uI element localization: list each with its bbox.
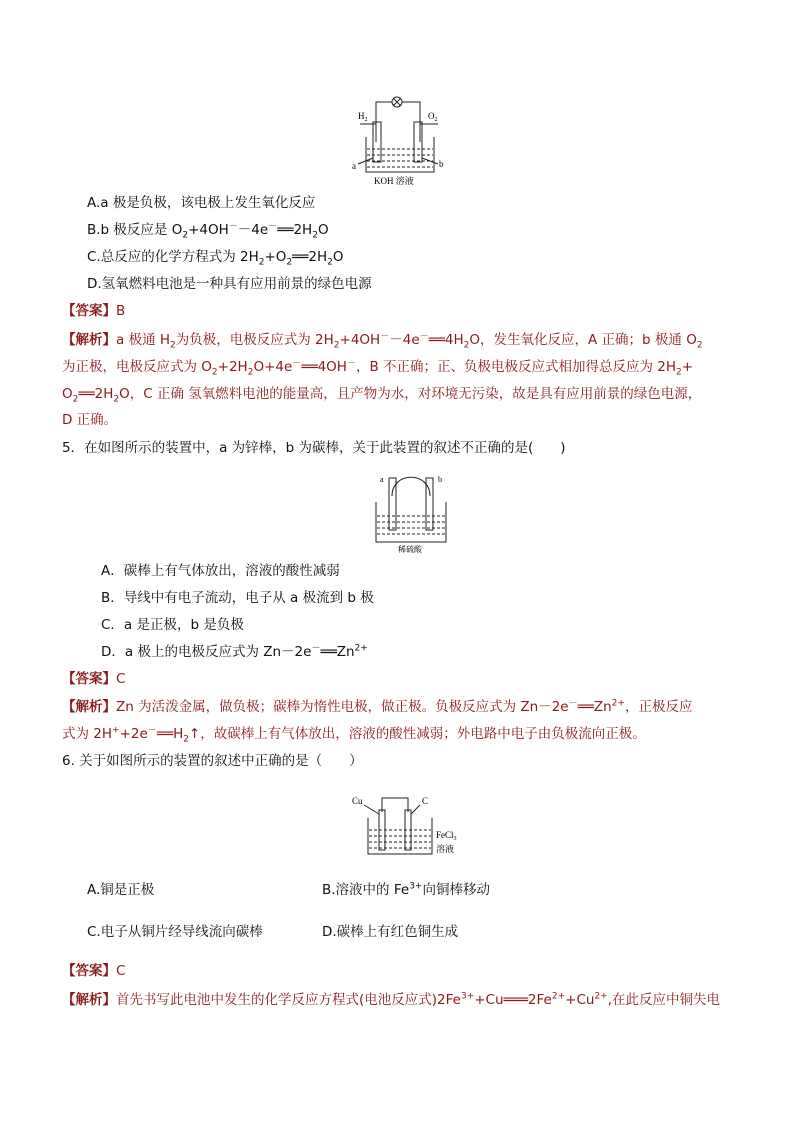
q6-analysis-line-1: 【解析】首先书写此电池中发生的化学反应方程式(电池反应式)$2Fe^{3+}+Cu═══2Fe^{2+}+Cu^{2+}$,在此反应中铜失电 [62,991,721,1008]
q4-option-c: C.总反应的化学方程式为 $2H_2+O_2══2H_2O$ [87,249,344,268]
q5-option-c: C．a 是正极，b 是负极 [101,617,244,633]
q4-option-b: B.b 极反应是 $O_2+4OH^--4e^-══2H_2O$ [87,221,329,241]
q4-analysis-line-3: $O_2══2H_2O$，C 正确 氢氧燃料电池的能量高，且产物为水，对环境无污染，故是具有应用前景的绿色电源， [62,386,702,405]
q6-option-d: D.碳棒上有红色铜生成 [322,924,459,940]
q4-analysis-line-2: 为正极，电极反应式为 $O_2+2H_2O+4e^-══4OH^-$，B 不正确；正、负极电极反应式相加得总反应为 $2H_2+$ [62,358,694,378]
solution-label: 溶液 [436,844,455,854]
q6-option-a: A.铜是正极 [87,882,155,898]
q5-option-d: D．a 极上的电极反应式为 $Zn-2e^-══Zn^{2+}$ [101,643,368,660]
q6-option-b: B.溶液中的 $Fe^{3+}$向铜棒移动 [322,881,490,898]
electrode-a-label: a [352,161,356,171]
acid-caption: 稀硫酸 [398,545,422,554]
q6-option-c: C.电子从铜片经导线流向碳棒 [87,924,263,940]
q4-analysis-line-1: 【解析】a 极通 $H_2$为负极，电极反应式为 $2H_2+4OH^--4e^-══4H_2O$，发生氧化反应，A 正确；b 极通 $O_2$ [62,331,703,351]
q5-option-b: B．导线中有电子流动，电子从 a 极流到 b 极 [101,590,374,606]
cu-label: Cu [352,796,363,806]
o2-label: $O_2$ [428,111,438,123]
q5-analysis-line-2: 式为 $2H^++2e^-══H_2↑$，故碳棒上有气体放出，溶液的酸性减弱；外电路中电子由负极流向正极。 [62,725,646,745]
q5-option-a: A．碳棒上有气体放出，溶液的酸性减弱 [101,563,340,579]
q5-analysis-line-1: 【解析】Zn 为活泼金属，做负极；碳棒为惰性电极，做正极。负极反应式为 $Zn-2e^-══Zn^{2+}$，正极反应 [62,698,693,715]
q4-option-a: A.a 极是负极，该电极上发生氧化反应 [87,195,316,211]
q6-answer: 【答案】C [62,963,126,979]
zn-carbon-cell-diagram [370,466,454,554]
rod-a-label: a [380,475,384,484]
q4-analysis-line-4: D 正确。 [62,412,118,428]
q6-stem: 6. 关于如图所示的装置的叙述中正确的是（ ） [62,753,363,769]
koh-caption: KOH 溶液 [374,176,414,186]
c-label: C [422,796,429,806]
q4-option-d: D.氢氧燃料电池是一种具有应用前景的绿色电源 [87,276,372,292]
q5-answer: 【答案】C [62,671,126,687]
cu-carbon-cell-diagram [350,790,468,862]
h2-label: $H_2$ [358,111,368,123]
fuel-cell-diagram [346,92,456,187]
q4-answer: 【答案】B [62,303,126,319]
electrode-b-label: b [439,159,444,169]
q5-stem: 5．在如图所示的装置中，a 为锌棒，b 为碳棒，关于此装置的叙述不正确的是( ) [62,440,566,456]
fecl3-label: FeCl$_3$ [436,830,457,842]
rod-b-label: b [438,475,442,484]
